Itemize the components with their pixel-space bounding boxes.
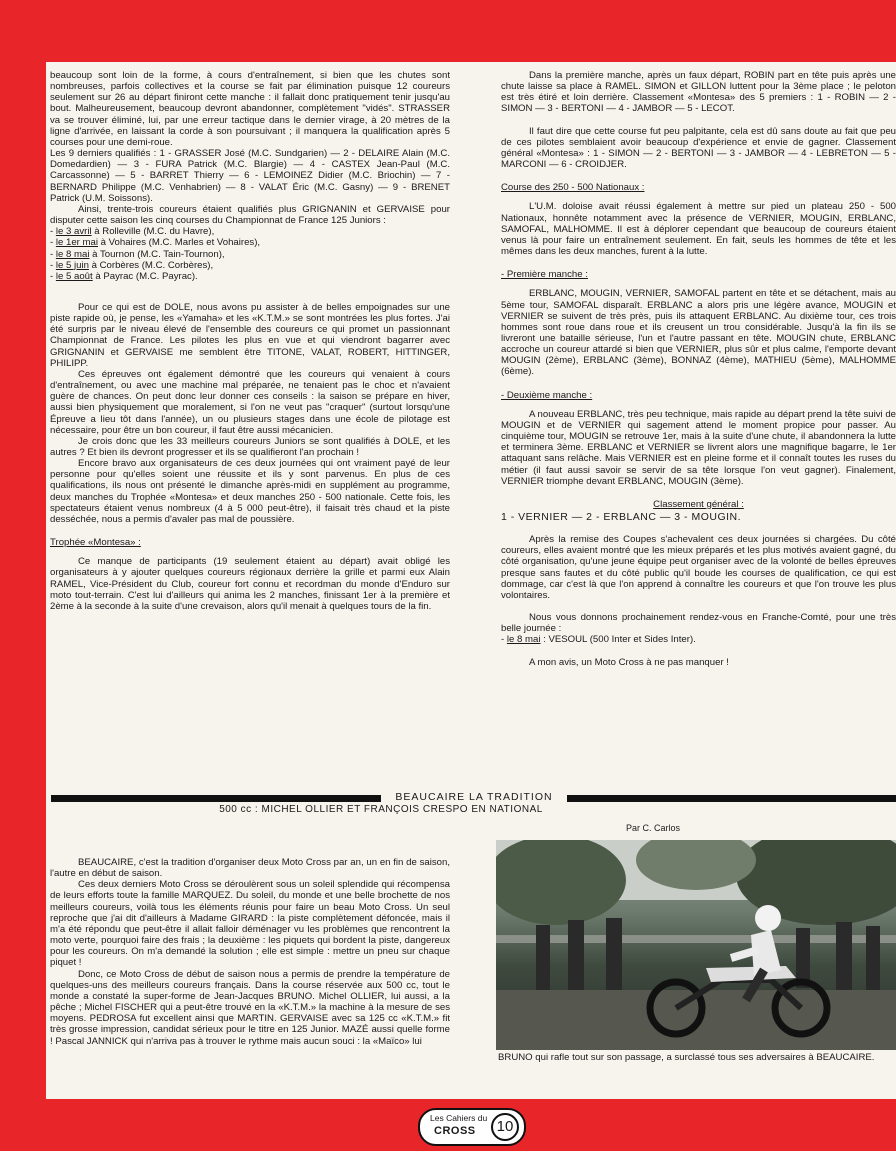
paragraph: Pour ce qui est de DOLE, nous avons pu assister à de belles empoignades sur une piste rapide où, je pense, les «Yamaha» et les «K.T.M.» se sont montrées les plus fortes. J'ai été surpris par le niveau élevé de l'ensemble des coureurs ce qui promet un passionnant Championnat de France. Les pilotes les plus en vue et qui viendront bagarrer avec GRIGNANIN et GERVAISE me semblent être TITONE, VALAT, ROBERT, HITTINGER, PHILIPP. bbox=[50, 301, 450, 369]
paragraph: BEAUCAIRE, c'est la tradition d'organiser deux Moto Cross par an, un en fin de saison, l'autre en début de saison. bbox=[50, 857, 450, 880]
logo-line2: CROSS bbox=[434, 1125, 476, 1137]
left-column bbox=[50, 70, 450, 612]
date: le 3 avril bbox=[55, 226, 92, 238]
section-heading: Course des 250 - 500 Nationaux : bbox=[501, 182, 645, 194]
paragraph: Après la remise des Coupes s'achevalent ces deux journées si chargées. Du côté coureurs, elles avaient montré que les mieux préparés et les plus motivés avaient gagné, du côté organisation, qu'une jeune équipe peut organiser avec de la volonté de belles épreuves presque sans fautes et du côté public qu'il boude les courses de qualification, ce qui est dommage, car c'est là que l'on apprend à connaître les coureurs et que l'on trouve les plus volontaires. bbox=[501, 534, 896, 601]
date: le 8 mai bbox=[55, 248, 90, 260]
qualified-list: Les 9 derniers qualifiés : 1 - GRASSER José (M.C. Sundgarien) — 2 - DELAIRE Alain (M.C. Domedardien) — 3 - FURA Patrick (M.C. Blargie) — 4 - CASTEX Jean-Paul (M.C. Carcassonne) — 5 - BARRET Thierry — 6 - LEMOINEZ Didier (M.C. Briochin) — 7 - BERNARD Philippe (M.C. Venhabrien) — 8 - VALAT Éric (M.C. Gasny) — 9 - BRENET Patrick (U.M. Soissons). bbox=[50, 148, 450, 204]
list-item: - le 5 juin à Corbères (M.C. Corbères), bbox=[50, 259, 214, 271]
paragraph: beaucoup sont loin de la forme, à cours d'entraînement, si bien que les chutes sont nombreuses, parfois collectives et la course se fait par élimination puisque 12 coureurs seulement sur 26 au départ finiront cette manche : il fallait donc pratiquement tenir jusqu'au bout. Malheureusement, beaucoup devront abandonner, complètement "vidés". STRASSER va se trouver éliminé, lui, par une erreur tactique dans le dernier virage, à 20 mètres de la ligne d'arrivée, en laissant la corde à son poursuivant ; il manquera la qualification après 5 courses pour une demi-roue. bbox=[50, 70, 450, 148]
section-heading: Classement général : bbox=[653, 498, 744, 510]
paragraph: A nouveau ERBLANC, très peu technique, mais rapide au départ prend la tête suivi de MOUGIN et de VERNIER qui sagement attend le moment propice pour passer. Au cinquième tour, MOUGIN se retrouve 1er, mais à la suite d'une chute, il abandonnera la lutte et terminera 3ème. ERBLANC et VERNIER se livrent alors une magnifique bagarre, le 1er attaquant sans relâche. Mais VERNIER est en pleine forme et il connaît toutes les ruses du métier (il faut aussi savoir se servir de sa tête lorsque l'on veut gagner). Finalement, VERNIER triomphe devant ERBLANC, MOUGIN (3ème). bbox=[501, 408, 896, 487]
list-item: - le 5 août à Payrac (M.C. Payrac). bbox=[50, 270, 198, 282]
banner-rule-right bbox=[567, 795, 896, 802]
paragraph: Ce manque de participants (19 seulement étaient au départ) avait obligé les organisateurs à y ajouter quelques coureurs régionaux derrière la grille et parmi eux Alain RAMEL, Vice-Président du Club, coureur fort connu et recordman du monde d'Enduro sur moto tout-terrain. C'est lui d'ailleurs qui anima les 2 manches, finissant 1er à la première et 2ème à la seconde à la suite d'une crevaison, alors qu'il menait à quelques tours de la fin. bbox=[50, 556, 450, 612]
logo-line1: Les Cahiers du bbox=[430, 1113, 488, 1123]
rendezvous: - le 8 mai : VESOUL (500 Inter et Sides Inter). bbox=[501, 634, 696, 646]
list-item: - le 3 avril à Rolleville (M.C. du Havre), bbox=[50, 226, 215, 238]
right-column bbox=[501, 70, 896, 668]
paragraph: Donc, ce Moto Cross de début de saison nous a permis de prendre la température de quelques-uns des meilleurs coureurs français. Dans la course réservée aux 500 cc, tout le monde a constaté la super-forme de Jean-Jacques BRUNO. Michel OLLIER, lui aussi, a la pêche ; Michel FISCHER qui a peut-être trouvé en la «K.T.M.» la machine à la mesure de ses moyens. PEDROSA fut excellent ainsi que MARTIN. GERVAISE avec sa 125 cc «K.T.M.» fit très grosse impression, candidat sérieux pour le titre en 125 Junior. MAZÉ aussi quelle forme ! Pascal JANNICK qui n'arriva pas à trouver le rythme mais aucun souci : la «Maïco» lui bbox=[50, 968, 450, 1047]
section-heading: - Deuxième manche : bbox=[501, 389, 593, 401]
paragraph: Ainsi, trente-trois coureurs étaient qualifiés plus GRIGNANIN et GERVAISE pour disputer cette saison les cinq courses du Championnat de France 125 Juniors : bbox=[50, 203, 450, 227]
date: le 8 mai bbox=[506, 634, 541, 646]
beaucaire-column bbox=[50, 857, 450, 1047]
page-number: 10 bbox=[491, 1113, 519, 1141]
general-ranking: 1 - VERNIER — 2 - ERBLANC — 3 - MOUGIN. bbox=[501, 511, 742, 523]
section-heading: Trophée «Montesa» : bbox=[50, 537, 141, 549]
paragraph: Encore bravo aux organisateurs de ces deux journées qui ont vraiment payé de leur personne pour qu'elles soient une réussite et ils y sont parvenus. En plus de ces qualifications, ils nous ont présenté le dimanche après-midi en supplément au programme, deux manches du Trophée «Montesa» et deux manches 250 - 500 nationale. Cette fois, les spectateurs étaient venus nombreux (4 à 5 000 peut-être), il faisait très chaud et la piste desséchée, nous a permis d'avaler pas mal de poussière. bbox=[50, 458, 450, 525]
paragraph: Ces épreuves ont également démontré que les coureurs qui venaient à cours d'entraînement, ou avec une machine mal préparée, ne tenaient pas le choc et n'avaient guère de chances. On peut donc leur donner ces conseils : la saison se prépare en hiver, aussi bien physiquement que moralement, si l'on ne veut pas "craquer" (surtout lorsqu'une Épreuve a lieu tôt dans l'année), un ou plusieurs stages dans une école de pilotage est nécessaire, pour être un bon coureur, il faut être aussi mécanicien. bbox=[50, 368, 450, 436]
championship-dates bbox=[50, 226, 450, 282]
photo-illustration bbox=[496, 840, 896, 1050]
paragraph: L'U.M. doloise avait réussi également à mettre sur pied un plateau 250 - 500 Nationaux, honnête notamment avec la présence de VERNIER, MOUGIN, ERBLANC, SAMOFAL, MALHOMME. Il est à déplorer cependant que beaucoup de coureurs étaient venus là pour faire un entraînement seulement. En fait, seuls les hommes de tête et les mêmes dans les deux manches, furent à la lutte. bbox=[501, 201, 896, 258]
paragraph: Ces deux derniers Moto Cross se déroulèrent sous un soleil splendide qui récompensa de leurs efforts toute la famille MARQUEZ. Du soleil, du monde et une belle brochette de nos meilleurs coureurs, voilà tous les éléments réunis pour faire un beau Moto Cross. Un seul reproche que j'ai dit d'ailleurs à Madame GIRARD : la piste complètement défoncée, mais il m'a été répondu que peut-être il allait falloir déménager vu les problèmes que rencontrent la moto verte, pourquoi faire des frais ; la deuxième : les piquets qui bordent la piste, dangereux pour les coureurs. On m'a demandé la solution ; elle est simple : mettre un pneu sur chaque piquet ! bbox=[50, 879, 450, 969]
list-item: - le 1er mai à Vohaires (M.C. Marles et Vohaires), bbox=[50, 237, 261, 249]
paragraph: Nous vous donnons prochainement rendez-vous en Franche-Comté, pour une très belle journée : bbox=[501, 612, 896, 635]
section-heading: - Première manche : bbox=[501, 269, 588, 281]
paragraph: Dans la première manche, après un faux départ, ROBIN part en tête puis après une chute laisse sa place à RAMEL. SIMON et GILLON luttent pour la 3ème place ; le peloton est très étiré et loin derrière. Classement «Montesa» des 5 premiers : 1 - ROBIN — 2 - SIMON — 3 - BERTONI — 4 - JAMBOR — 5 - LECOT. bbox=[501, 70, 896, 115]
date: le 1er mai bbox=[55, 237, 98, 249]
paragraph: ERBLANC, MOUGIN, VERNIER, SAMOFAL partent en tête et se détachent, mais au 5ème tour, SAMOFAL disparaît. ERBLANC a alors pris une légère avance, MOUGIN et VERNIER se suivent de très près, puis ils attaquent ERBLANC. Au dixième tour, ces trois hommes sont roue dans roue et ils creusent un trou considérable. Jusqu'à la fin ils se livreront une bataille sérieuse, l'un et l'autre passant en tête. MOUGIN chute, ERBLANC accroche un coureur attardé si bien que VERNIER, plus sûr et plus calme, l'emporte devant MOUGIN (2ème), ERBLANC (3ème), BONNAZ (4ème), MATHIEU (5ème), MALHOMME (6ème). bbox=[501, 288, 896, 378]
photo-caption: BRUNO qui rafle tout sur son passage, a surclassé tous ses adversaires à BEAUCAIRE. bbox=[498, 1052, 875, 1063]
magazine-page bbox=[46, 62, 896, 1099]
paragraph: Je crois donc que les 33 meilleurs coureurs Juniors se sont qualifiés à DOLE, et les autres ? Et bien ils devront progresser et ils se qualifieront l'an prochain ! bbox=[50, 435, 450, 458]
list-item: - le 8 mai à Tournon (M.C. Tain-Tournon), bbox=[50, 248, 225, 260]
paragraph: Il faut dire que cette course fut peu palpitante, cela est dû sans doute au fait que peu de ces pilotes semblaient avoir beaucoup d'expérience et envie de gagner. Classement général «Montesa» : 1 - SIMON — 2 - BERTONI — 3 - JAMBOR — 4 - LEBRETON — 5 - MARCONI — 6 - CROIDJER. bbox=[501, 125, 896, 171]
article-subtitle: 500 cc : MICHEL OLLIER ET FRANÇOIS CRESPO EN NATIONAL bbox=[219, 804, 543, 815]
article-title: BEAUCAIRE LA TRADITION bbox=[395, 791, 553, 803]
author-byline: Par C. Carlos bbox=[626, 823, 681, 833]
motocross-photo bbox=[496, 840, 896, 1050]
paragraph: A mon avis, un Moto Cross à ne pas manquer ! bbox=[529, 656, 729, 668]
date: le 5 août bbox=[55, 270, 93, 282]
date: le 5 juin bbox=[55, 259, 89, 271]
banner-rule-left bbox=[51, 795, 381, 802]
cahiers-du-cross-logo bbox=[418, 1108, 526, 1146]
